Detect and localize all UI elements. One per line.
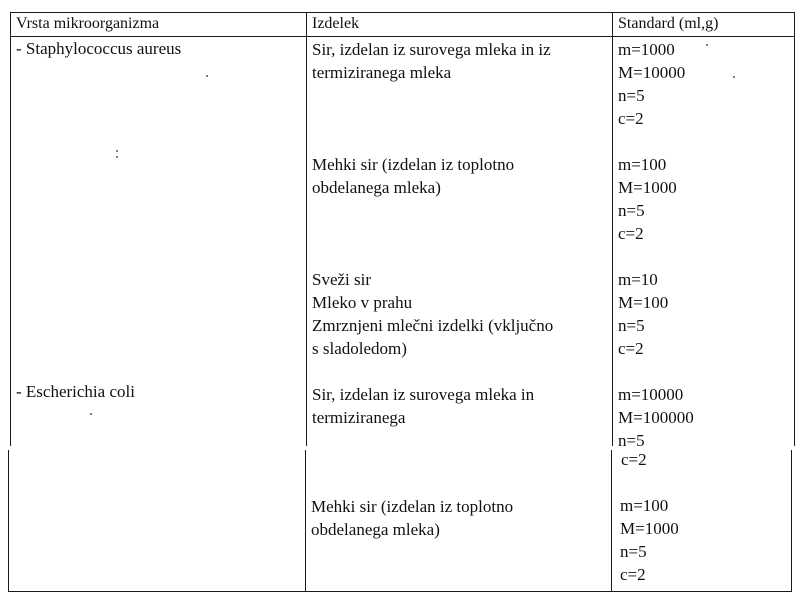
table-bottom-border: [8, 591, 792, 592]
row-organism: - Staphylococcus aureus: [16, 39, 182, 58]
row-standard-line: m=1000: [618, 40, 675, 59]
scan-speck: [116, 156, 118, 158]
row-standard-line: m=10000: [618, 385, 684, 404]
row-standard-line: m=10: [618, 270, 658, 289]
row-product-line: Sir, izdelan iz surovega mleka in: [312, 385, 535, 404]
row-standard-line: n=5: [618, 86, 645, 105]
row-product-line: Mehki sir (izdelan iz toplotno: [311, 497, 514, 516]
row-standard-line: n=5: [620, 542, 647, 561]
row-standard-line: M=1000: [620, 519, 679, 538]
row-standard-line: c=2: [618, 224, 644, 243]
right-border-lower: [791, 450, 792, 591]
row-standard-line: m=100: [620, 496, 669, 515]
row-standard-line: n=5: [618, 201, 645, 220]
row-product-line: obdelanega mleka): [311, 520, 440, 539]
row-product-line: termiziranega mleka: [312, 63, 452, 82]
row-standard-line: c=2: [618, 339, 644, 358]
row-standard-line: c=2: [620, 565, 646, 584]
row-standard-line: M=100: [618, 293, 669, 312]
row-organism: - Escherichia coli: [16, 382, 135, 401]
row-standard-line: M=10000: [618, 63, 686, 82]
row-standard-line: n=5: [618, 316, 645, 335]
row-product-line: Mleko v prahu: [312, 293, 413, 312]
scan-speck: [116, 150, 118, 152]
row-product-line: Sir, izdelan iz surovega mleka in iz: [312, 40, 551, 59]
left-border-upper: [10, 12, 11, 446]
row-product-line: Zmrznjeni mlečni izdelki (vključno: [312, 316, 554, 335]
row-product-line: Sveži sir: [312, 270, 372, 289]
column-divider-2-upper: [612, 12, 613, 446]
scan-speck: [706, 44, 708, 46]
row-standard-line: M=100000: [618, 408, 694, 427]
row-standard-line: M=1000: [618, 178, 677, 197]
column-divider-1-upper: [306, 12, 307, 446]
column-divider-1-lower: [305, 450, 306, 591]
scan-speck: [90, 413, 92, 415]
header-standard: Standard (ml,g): [618, 15, 719, 32]
row-standard-line: m=100: [618, 155, 667, 174]
right-border-upper: [794, 12, 795, 446]
row-standard-line: n=5: [618, 431, 645, 446]
row-standard-line: c=2: [621, 450, 647, 469]
scan-speck: [733, 76, 735, 78]
row-product-line: termiziranega: [312, 408, 406, 427]
row-product-line: s sladoledom): [312, 339, 407, 358]
column-divider-2-lower: [611, 450, 612, 591]
left-border-lower: [8, 450, 9, 591]
scan-speck: [206, 75, 208, 77]
row-standard-line: c=2: [618, 109, 644, 128]
row-product-line: Mehki sir (izdelan iz toplotno: [312, 155, 515, 174]
row-product-line: obdelanega mleka): [312, 178, 441, 197]
header-organism: Vrsta mikroorganizma: [16, 15, 160, 32]
header-product: Izdelek: [312, 15, 360, 32]
